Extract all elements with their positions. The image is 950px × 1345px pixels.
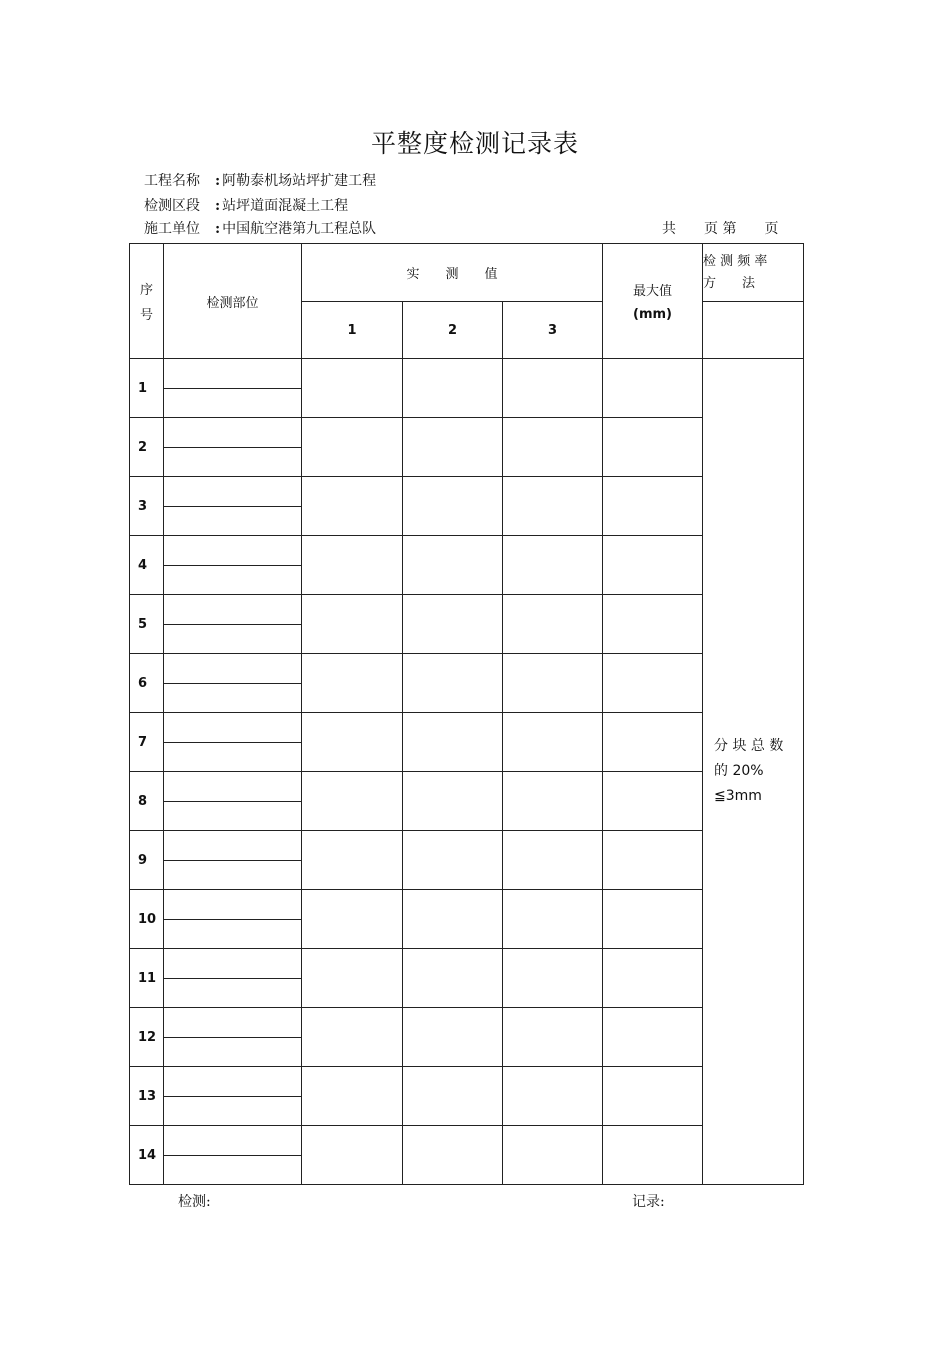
row-m3-cell[interactable] (503, 713, 603, 772)
row-location-cell[interactable] (164, 654, 302, 713)
location-upper[interactable] (164, 713, 301, 743)
location-upper[interactable] (164, 1067, 301, 1097)
table-row (130, 1067, 804, 1126)
location-upper[interactable] (164, 1008, 301, 1038)
row-location-cell[interactable] (164, 831, 302, 890)
project-name-value: 阿勒泰机场站坪扩建工程 (222, 173, 377, 189)
location-upper[interactable] (164, 477, 301, 507)
row-m1-cell[interactable] (302, 359, 403, 418)
row-m1-cell[interactable] (302, 418, 403, 477)
row-m3-cell[interactable] (503, 831, 603, 890)
location-lower[interactable] (164, 389, 301, 418)
row-max-cell[interactable] (603, 1126, 703, 1185)
row-m2-cell[interactable] (403, 595, 503, 654)
row-m2-cell[interactable] (403, 477, 503, 536)
row-m1-cell[interactable] (302, 1126, 403, 1185)
row-m3-cell[interactable] (503, 949, 603, 1008)
row-seq: 13 (130, 1067, 164, 1126)
location-upper[interactable] (164, 772, 301, 802)
row-seq: 6 (130, 654, 164, 713)
recorder-label: 记录: (632, 1194, 665, 1210)
location-lower[interactable] (164, 566, 301, 595)
row-m1-cell[interactable] (302, 772, 403, 831)
row-location-cell[interactable] (164, 890, 302, 949)
row-m1-cell[interactable] (302, 890, 403, 949)
location-upper[interactable] (164, 1126, 301, 1156)
row-m3-cell[interactable] (503, 536, 603, 595)
row-m2-cell[interactable] (403, 949, 503, 1008)
row-max-cell[interactable] (603, 654, 703, 713)
section-value: 站坪道面混凝土工程 (222, 198, 349, 214)
location-upper[interactable] (164, 949, 301, 979)
row-m1-cell[interactable] (302, 1067, 403, 1126)
location-lower[interactable] (164, 743, 301, 772)
header-location: 检测部位 (164, 244, 302, 359)
row-m2-cell[interactable] (403, 1008, 503, 1067)
row-location-cell[interactable] (164, 949, 302, 1008)
row-location-cell[interactable] (164, 713, 302, 772)
row-m2-cell[interactable] (403, 1126, 503, 1185)
row-m2-cell[interactable] (403, 654, 503, 713)
table-row (130, 536, 804, 595)
row-m3-cell[interactable] (503, 890, 603, 949)
project-name-line: 工程名称 : 阿勒泰机场站坪扩建工程 (144, 170, 376, 190)
row-seq: 9 (130, 831, 164, 890)
location-upper[interactable] (164, 359, 301, 389)
header-m2: 2 (403, 302, 503, 359)
table-row (130, 713, 804, 772)
row-m1-cell[interactable] (302, 654, 403, 713)
row-location-cell[interactable] (164, 477, 302, 536)
location-lower[interactable] (164, 507, 301, 536)
location-upper[interactable] (164, 831, 301, 861)
row-seq: 11 (130, 949, 164, 1008)
row-m1-cell[interactable] (302, 536, 403, 595)
row-seq: 2 (130, 418, 164, 477)
page-count: 共 页 第 页 (662, 221, 779, 237)
row-seq: 12 (130, 1008, 164, 1067)
row-m2-cell[interactable] (403, 890, 503, 949)
row-location-cell[interactable] (164, 418, 302, 477)
row-seq: 7 (130, 713, 164, 772)
row-m2-cell[interactable] (403, 831, 503, 890)
row-m3-cell[interactable] (503, 477, 603, 536)
row-m1-cell[interactable] (302, 1008, 403, 1067)
header-max: 最大值 (mm) (603, 244, 703, 359)
header-measured: 实 测 值 (302, 244, 603, 302)
row-m2-cell[interactable] (403, 359, 503, 418)
row-m2-cell[interactable] (403, 713, 503, 772)
row-m2-cell[interactable] (403, 418, 503, 477)
row-seq: 4 (130, 536, 164, 595)
row-m1-cell[interactable] (302, 949, 403, 1008)
row-m2-cell[interactable] (403, 772, 503, 831)
table-row (130, 477, 804, 536)
row-location-cell[interactable] (164, 595, 302, 654)
row-m3-cell[interactable] (503, 1126, 603, 1185)
row-max-cell[interactable] (603, 949, 703, 1008)
row-m1-cell[interactable] (302, 831, 403, 890)
contractor-value: 中国航空港第九工程总队 (222, 221, 377, 237)
location-lower[interactable] (164, 1156, 301, 1185)
location-lower[interactable] (164, 979, 301, 1008)
record-table (129, 243, 804, 1185)
table-row (130, 595, 804, 654)
location-upper[interactable] (164, 654, 301, 684)
row-location-cell[interactable] (164, 1067, 302, 1126)
table-row (130, 1008, 804, 1067)
location-lower[interactable] (164, 1097, 301, 1126)
table-row (130, 831, 804, 890)
row-location-cell[interactable] (164, 359, 302, 418)
header-m3: 3 (503, 302, 603, 359)
inspector-label: 检测: (178, 1194, 211, 1210)
section-line: 检测区段 : 站坪道面混凝土工程 (144, 195, 348, 215)
row-m3-cell[interactable] (503, 772, 603, 831)
section-label: 检测区段 (144, 198, 200, 214)
row-max-cell[interactable] (603, 713, 703, 772)
table-row (130, 772, 804, 831)
row-location-cell[interactable] (164, 536, 302, 595)
location-upper[interactable] (164, 536, 301, 566)
row-max-cell[interactable] (603, 831, 703, 890)
row-m3-cell[interactable] (503, 418, 603, 477)
row-max-cell[interactable] (603, 477, 703, 536)
row-max-cell[interactable] (603, 1067, 703, 1126)
contractor-line: 施工单位 : 中国航空港第九工程总队 (144, 218, 376, 238)
row-m3-cell[interactable] (503, 595, 603, 654)
table-row (130, 654, 804, 713)
table-row (130, 1126, 804, 1185)
table-row (130, 418, 804, 477)
table-row (130, 359, 804, 418)
method-value-cell: 分 块 总 数 的 20% ≦3mm (703, 359, 804, 1185)
location-upper[interactable] (164, 890, 301, 920)
table-row (130, 890, 804, 949)
row-m3-cell[interactable] (503, 654, 603, 713)
row-max-cell[interactable] (603, 536, 703, 595)
row-max-cell[interactable] (603, 772, 703, 831)
location-lower[interactable] (164, 448, 301, 477)
location-lower[interactable] (164, 861, 301, 890)
row-m2-cell[interactable] (403, 1067, 503, 1126)
row-m2-cell[interactable] (403, 536, 503, 595)
row-seq: 3 (130, 477, 164, 536)
row-m3-cell[interactable] (503, 1008, 603, 1067)
row-location-cell[interactable] (164, 772, 302, 831)
location-upper[interactable] (164, 595, 301, 625)
row-m1-cell[interactable] (302, 713, 403, 772)
row-m1-cell[interactable] (302, 595, 403, 654)
contractor-label: 施工单位 (144, 221, 200, 237)
location-upper[interactable] (164, 418, 301, 448)
page-title: 平整度检测记录表 (370, 129, 579, 158)
row-seq: 1 (130, 359, 164, 418)
project-name-label: 工程名称 (144, 173, 200, 189)
row-max-cell[interactable] (603, 1008, 703, 1067)
header-m1: 1 (302, 302, 403, 359)
row-seq: 10 (130, 890, 164, 949)
row-max-cell[interactable] (603, 418, 703, 477)
row-seq: 5 (130, 595, 164, 654)
location-lower[interactable] (164, 1038, 301, 1067)
row-m1-cell[interactable] (302, 477, 403, 536)
header-method: 检 测 频 率 方 法 (703, 244, 804, 302)
row-max-cell[interactable] (603, 595, 703, 654)
row-max-cell[interactable] (603, 890, 703, 949)
table-row (130, 949, 804, 1008)
row-m3-cell[interactable] (503, 359, 603, 418)
header-method-blank (703, 302, 804, 359)
row-location-cell[interactable] (164, 1126, 302, 1185)
location-lower[interactable] (164, 802, 301, 831)
location-lower[interactable] (164, 684, 301, 713)
row-m3-cell[interactable] (503, 1067, 603, 1126)
row-location-cell[interactable] (164, 1008, 302, 1067)
location-lower[interactable] (164, 920, 301, 949)
row-seq: 8 (130, 772, 164, 831)
location-lower[interactable] (164, 625, 301, 654)
row-max-cell[interactable] (603, 359, 703, 418)
row-seq: 14 (130, 1126, 164, 1185)
header-seq: 序 号 (130, 244, 164, 359)
